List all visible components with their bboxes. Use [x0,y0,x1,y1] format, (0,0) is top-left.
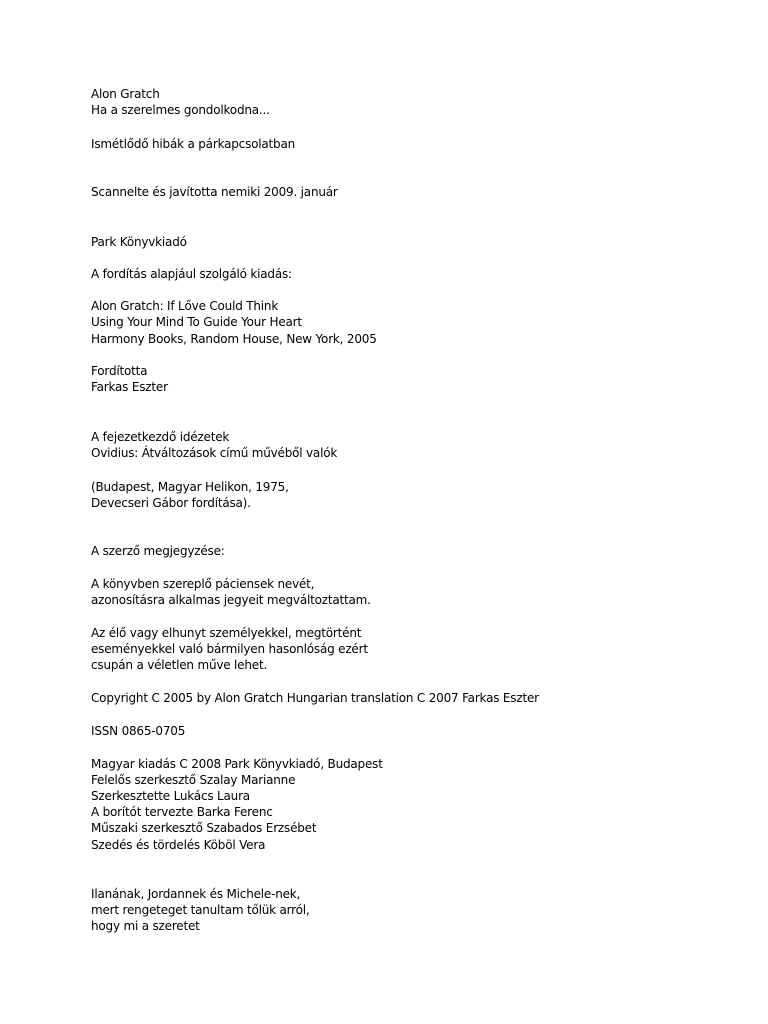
credits-line: Felelős szerkesztő Szalay Marianne [91,773,296,787]
scan-note: Scannelte és javította nemiki 2009. január [91,185,338,199]
author-note-line-1: A könyvben szereplő páciensek nevét, [91,577,315,591]
disclaimer-line-1: Az élő vagy elhunyt személyekkel, megtörtént [91,626,362,640]
dedication-line: mert rengeteget tanultam tőlük arról, [91,903,310,917]
dedication-line: hogy mi a szeretet [91,919,200,933]
original-title: Alon Gratch: If Lőve Could Think [91,299,279,313]
credits-line: Műszaki szerkesztő Szabados Erzsébet [91,821,317,835]
translator-name: Farkas Eszter [91,380,168,394]
disclaimer-line-3: csupán a véletlen műve lehet. [91,658,268,672]
issn-line: ISSN 0865-0705 [91,724,186,738]
dedication-line: Ilanának, Jordannek és Michele-nek, [91,887,301,901]
credits-line: Szerkesztette Lukács Laura [91,789,250,803]
original-edition-heading: A fordítás alapjául szolgáló kiadás: [91,267,292,281]
credits-line: Szedés és tördelés Köböl Vera [91,838,266,852]
author-line: Alon Gratch [91,87,160,101]
publisher-line: Park Könyvkiadó [91,235,187,249]
copyright-line: Copyright C 2005 by Alon Gratch Hungarian translation C 2007 Farkas Eszter [91,691,539,705]
credits-line: Magyar kiadás C 2008 Park Könyvkiadó, Budapest [91,757,383,771]
credits-line: A borítót tervezte Barka Ferenc [91,805,273,819]
quotes-edition-line-1: (Budapest, Magyar Helikon, 1975, [91,480,289,494]
author-note-line-2: azonosításra alkalmas jegyeit megváltoztattam. [91,593,371,607]
book-subtitle: Ismétlődő hibák a párkapcsolatban [91,137,296,151]
author-note-heading: A szerző megjegyzése: [91,544,225,558]
book-title: Ha a szerelmes gondolkodna... [91,103,270,117]
original-subtitle: Using Your Mind To Guide Your Heart [91,315,302,329]
translated-label: Fordította [91,364,148,378]
quotes-source: Ovidius: Átváltozások című művéből valók [91,446,338,460]
disclaimer-line-2: eseményekkel való bármilyen hasonlóság ezért [91,642,368,656]
original-publisher: Harmony Books, Random House, New York, 2005 [91,332,377,346]
quotes-edition-line-2: Devecseri Gábor fordítása). [91,496,251,510]
quotes-heading: A fejezetkezdő idézetek [91,430,230,444]
